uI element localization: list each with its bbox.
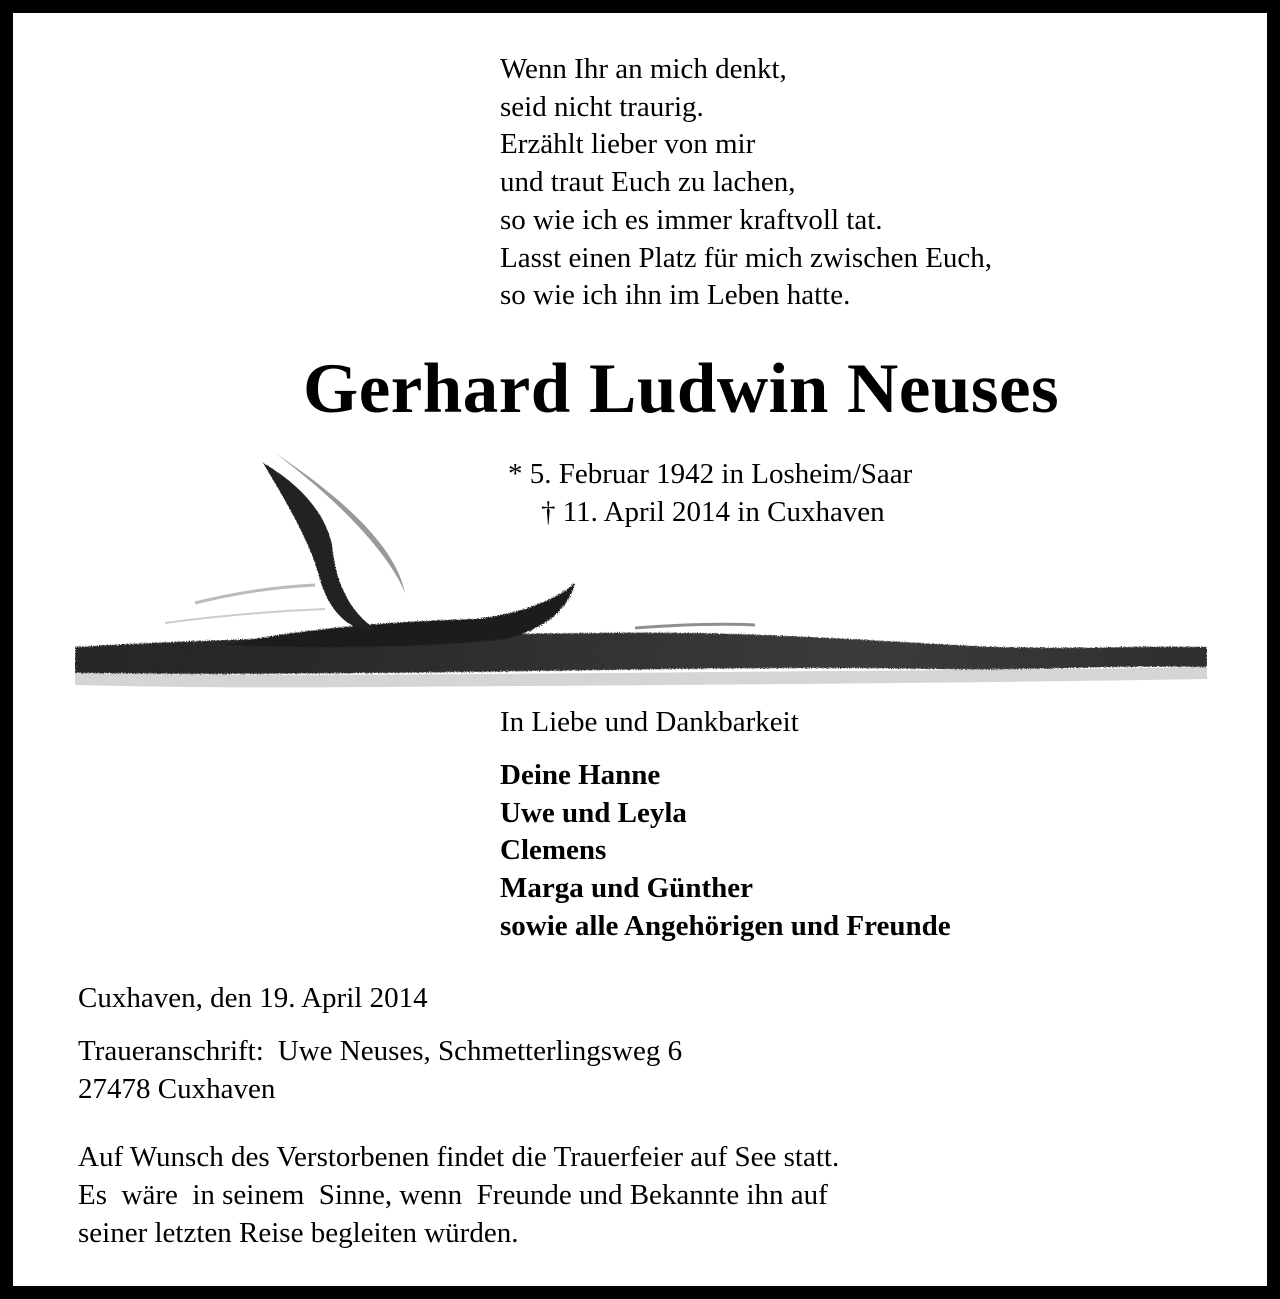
address-label: Traueranschrift:	[78, 1035, 264, 1067]
notice-line: Es wäre in seinem Sinne, wenn Freunde und Bekannte ihn auf	[78, 1179, 828, 1211]
poem-line: Erzählt lieber von mir	[500, 128, 756, 161]
address-street: Uwe Neuses, Schmetterlingsweg 6	[277, 1035, 683, 1067]
poem-line: und traut Euch zu lachen,	[500, 166, 796, 199]
poem-line: seid nicht traurig.	[500, 90, 704, 123]
poem-line: so wie ich ihn im Leben hatte.	[500, 279, 851, 312]
mourning-address	[78, 1032, 682, 1108]
poem	[500, 51, 992, 315]
mourner-name: Deine Hanne	[500, 759, 661, 791]
mourner-name: sowie alle Angehörigen und Freunde	[500, 909, 951, 942]
mourner-name: Uwe und Leyla	[500, 796, 687, 829]
dedication: In Liebe und Dankbarkeit	[500, 706, 799, 738]
mourner-name: Clemens	[500, 834, 607, 867]
poem-line: Lasst einen Platz für mich zwischen Euch,	[500, 241, 993, 274]
mourner-list	[500, 757, 951, 946]
place-date: Cuxhaven, den 19. April 2014	[78, 982, 428, 1014]
deceased-name: Gerhard Ludwin Neuses	[303, 350, 1060, 428]
poem-line: Wenn Ihr an mich denkt,	[500, 53, 787, 85]
funeral-notice	[78, 1138, 839, 1252]
notice-line: seiner letzten Reise begleiten würden.	[78, 1217, 519, 1249]
life-dates	[508, 455, 912, 531]
poem-line: so wie ich es immer kraftvoll tat.	[500, 203, 883, 236]
address-city: 27478 Cuxhaven	[78, 1073, 276, 1105]
birth-date: * 5. Februar 1942 in Losheim/Saar	[508, 458, 913, 490]
obituary-card	[13, 13, 1267, 1286]
mourner-name: Marga und Günther	[500, 872, 753, 905]
death-date: † 11. April 2014 in Cuxhaven	[541, 496, 885, 528]
notice-line: Auf Wunsch des Verstorbenen findet die Trauerfeier auf See statt.	[78, 1141, 840, 1173]
